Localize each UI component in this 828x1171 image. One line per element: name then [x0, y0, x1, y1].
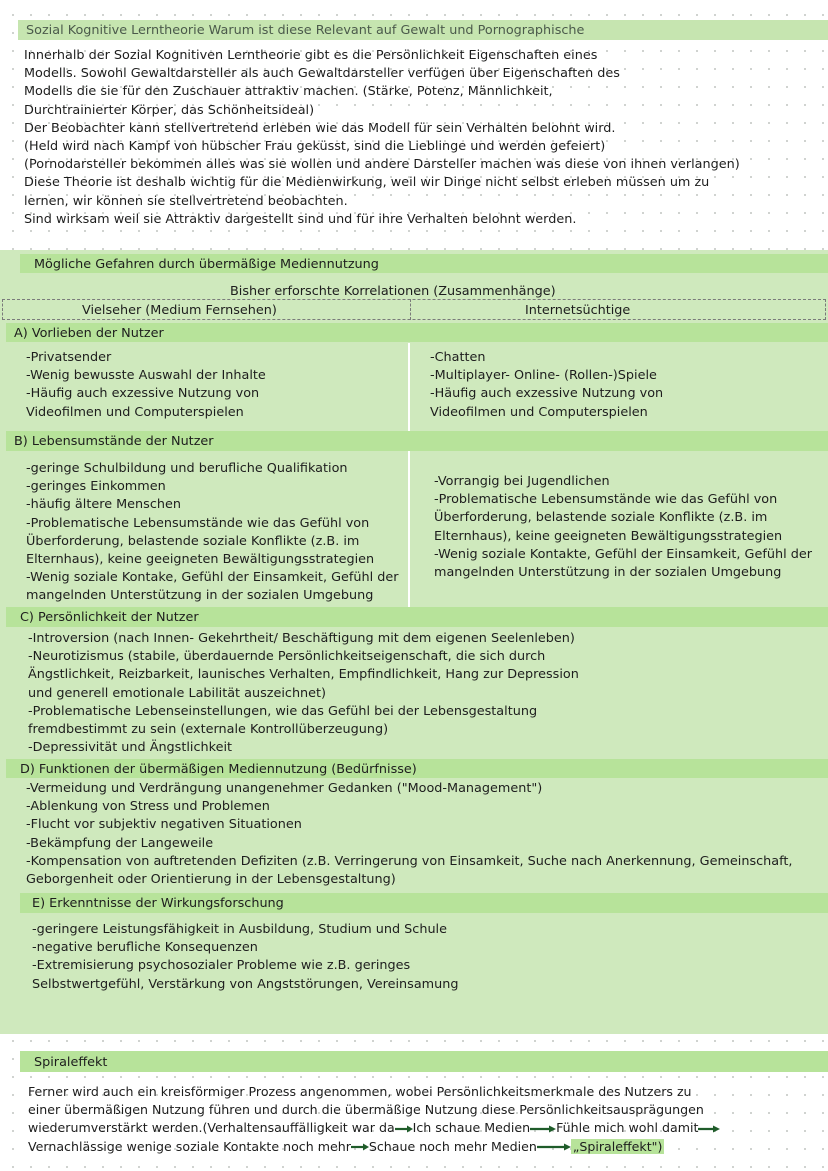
s3-line3-part3: Fühle mich wohl damit — [556, 1120, 699, 1136]
e-line: -geringere Leistungsfähigkeit in Ausbildung, Studium und Schule — [32, 922, 447, 937]
c-line: -Depressivität und Ängstlichkeit — [28, 740, 233, 756]
s1-line: Diese Theorie ist deshalb wichtig für die Medienwirkung, weil wir Dinge nicht selbst erleben müssen um zu — [24, 175, 710, 191]
s1-line: Der Beobachter kann stellvertretend erleben wie das Modell für sein Verhalten belohnt wird. — [24, 120, 616, 136]
column-header-right: Internetsüchtige — [525, 303, 631, 318]
a-right-line: Videofilmen und Computerspielen — [430, 404, 648, 420]
b-left-line: -Problematische Lebensumstände wie das Gefühl von — [26, 515, 370, 531]
table-title: Bisher erforschte Korrelationen (Zusammenhänge) — [230, 284, 556, 299]
e-line: -Extremisierung psychosozialer Probleme wie z.B. geringes — [32, 958, 411, 974]
c-line: fremdbestimmt zu sein (externale Kontrollüberzeugung) — [28, 722, 389, 738]
s3-line — [28, 1119, 720, 1137]
s3-line3-part1: wiederumverstärkt werden.(Verhaltensauffälligkeit war da — [28, 1120, 395, 1136]
s1-line: lernen, wir können sie stellvertretend beobachten. — [24, 193, 348, 209]
e-line: -negative berufliche Konsequenzen — [32, 940, 258, 956]
d-line: -Ablenkung von Stress und Problemen — [26, 799, 270, 815]
arrow-icon — [537, 1143, 571, 1151]
a-left-line: -Häufig auch exzessive Nutzung von — [26, 386, 260, 402]
a-heading: A) Vorlieben der Nutzer — [14, 326, 164, 341]
s3-line — [28, 1138, 720, 1156]
arrow-icon — [530, 1125, 556, 1133]
d-text — [26, 780, 792, 889]
d-line: -Vermeidung und Verdrängung unangenehmer Gedanken ("Mood-Management") — [26, 781, 543, 796]
s3-line3-part2: Ich schaue Medien — [412, 1120, 531, 1136]
b-left-line: -geringes Einkommen — [26, 479, 166, 495]
a-left-text — [26, 349, 266, 422]
a-right-line: -Multiplayer- Online- (Rollen-)Spiele — [430, 368, 657, 384]
s1-line: (Held wird nach Kampf von hübscher Frau geküsst, sind die Lieblinge und werden gefeiert) — [24, 139, 606, 155]
a-left-line: -Wenig bewusste Auswahl der Inhalte — [26, 368, 266, 384]
b-left-line: mangelnden Unterstützung in der sozialen Umgebung — [26, 588, 374, 604]
a-left-line: Videofilmen und Computerspielen — [26, 404, 244, 420]
s3-line4-part2: Schaue noch mehr Medien — [368, 1138, 537, 1154]
s1-line: (Pornodarsteller bekommen alles was sie wollen und andere Darsteller machen was diese von ihnen verlangen) — [24, 157, 740, 173]
arrow-icon — [698, 1125, 720, 1133]
arrow-icon — [395, 1125, 413, 1133]
b-right-line: Überforderung, belastende soziale Konflikte (z.B. im — [434, 510, 768, 526]
c-line: -Neurotizismus (stabile, überdauernde Persönlichkeitseigenschaft, die sich durch — [28, 649, 546, 665]
section1-heading: Sozial Kognitive Lerntheorie Warum ist diese Relevant auf Gewalt und Pornographische — [26, 23, 585, 38]
b-right-line: Elternhaus), keine geeigneten Bewältigungsstrategien — [434, 528, 783, 544]
c-line: -Introversion (nach Innen- Gekehrtheit/ Beschäftigung mit dem eigenen Seelenleben) — [28, 631, 575, 646]
d-heading: D) Funktionen der übermäßigen Mediennutzung (Bedürfnisse) — [20, 762, 417, 777]
arrow-icon — [351, 1143, 369, 1151]
s1-line: Modells die sie für den Zuschauer attraktiv machen. (Stärke, Potenz, Männlichkeit, — [24, 84, 553, 100]
a-right-line: -Chatten — [430, 350, 486, 365]
s3-spiraleffekt-highlight: „Spiraleffekt") — [572, 1138, 663, 1154]
c-heading: C) Persönlichkeit der Nutzer — [20, 610, 199, 625]
e-heading: E) Erkenntnisse der Wirkungsforschung — [32, 896, 284, 911]
s1-line: Durchtrainierter Körper, das Schönheitsideal) — [24, 102, 315, 118]
a-left-line: -Privatsender — [26, 350, 112, 365]
c-line: Ängstlichkeit, Reizbarkeit, launisches Verhalten, Empfindlichkeit, Hang zur Depression — [28, 667, 579, 683]
s1-line: Modells. Sowohl Gewaltdarsteller als auch Gewaltdarsteller verfügen über Eigenschaften des — [24, 66, 620, 82]
d-line: -Flucht vor subjektiv negativen Situationen — [26, 817, 302, 833]
b-left-text — [26, 460, 398, 606]
c-text — [28, 630, 579, 757]
a-divider — [408, 343, 410, 431]
section3-heading-band — [20, 1051, 828, 1072]
c-line: -Problematische Lebenseinstellungen, wie das Gefühl bei der Lebensgestaltung — [28, 703, 538, 719]
c-line: und generell emotionale Labilität auszeichnet) — [28, 685, 327, 701]
b-left-line: -häufig ältere Menschen — [26, 497, 181, 513]
section3-text — [28, 1083, 720, 1156]
b-right-text — [434, 473, 812, 582]
b-left-line: Elternhaus), keine geeigneten Bewältigungsstrategien — [26, 552, 375, 568]
b-left-line: -geringe Schulbildung und berufliche Qualifikation — [26, 461, 348, 476]
section1-text — [24, 47, 740, 229]
b-left-line: Überforderung, belastende soziale Konflikte (z.B. im — [26, 533, 360, 549]
b-right-line: -Wenig soziale Kontakte, Gefühl der Einsamkeit, Gefühl der — [434, 546, 812, 562]
b-right-line: -Problematische Lebensumstände wie das Gefühl von — [434, 492, 778, 508]
table-header-divider — [410, 299, 411, 320]
a-right-text — [430, 349, 663, 422]
d-line: -Bekämpfung der Langeweile — [26, 835, 214, 851]
s3-line4-part1: Vernachlässige wenige soziale Kontakte noch mehr — [28, 1138, 351, 1154]
s1-line: Sind wirksam weil sie Attraktiv dargestellt sind und für ihre Verhalten belohnt werden. — [24, 211, 577, 227]
b-heading: B) Lebensumstände der Nutzer — [14, 434, 214, 449]
s3-line: Ferner wird auch ein kreisförmiger Prozess angenommen, wobei Persönlichkeitsmerkmale des Nutzers zu — [28, 1084, 692, 1099]
b-divider — [408, 451, 410, 607]
e-text — [32, 921, 458, 994]
section2-heading: Mögliche Gefahren durch übermäßige Mediennutzung — [34, 257, 379, 272]
d-line: Geborgenheit oder Orientierung in der Lebensgestaltung) — [26, 872, 396, 888]
s3-line: einer übermäßigen Nutzung führen und durch die übermäßige Nutzung diese Persönlichkeitsausprägungen — [28, 1102, 704, 1118]
b-right-line: -Vorrangig bei Jugendlichen — [434, 474, 610, 489]
e-line: Selbstwertgefühl, Verstärkung von Angststörungen, Vereinsamung — [32, 976, 459, 992]
a-right-line: -Häufig auch exzessive Nutzung von — [430, 386, 664, 402]
s1-line: Innerhalb der Sozial Kognitiven Lerntheorie gibt es die Persönlichkeit Eigenschaften eines — [24, 48, 598, 63]
column-header-left: Vielseher (Medium Fernsehen) — [82, 303, 277, 318]
section3-heading: Spiraleffekt — [34, 1055, 108, 1070]
b-left-line: -Wenig soziale Kontake, Gefühl der Einsamkeit, Gefühl der — [26, 570, 399, 586]
d-line: -Kompensation von auftretenden Defiziten (z.B. Verringerung von Einsamkeit, Suche nach Anerkennung, Gemeinschaft, — [26, 853, 793, 869]
b-right-line: mangelnden Unterstützung in der sozialen Umgebung — [434, 565, 782, 581]
